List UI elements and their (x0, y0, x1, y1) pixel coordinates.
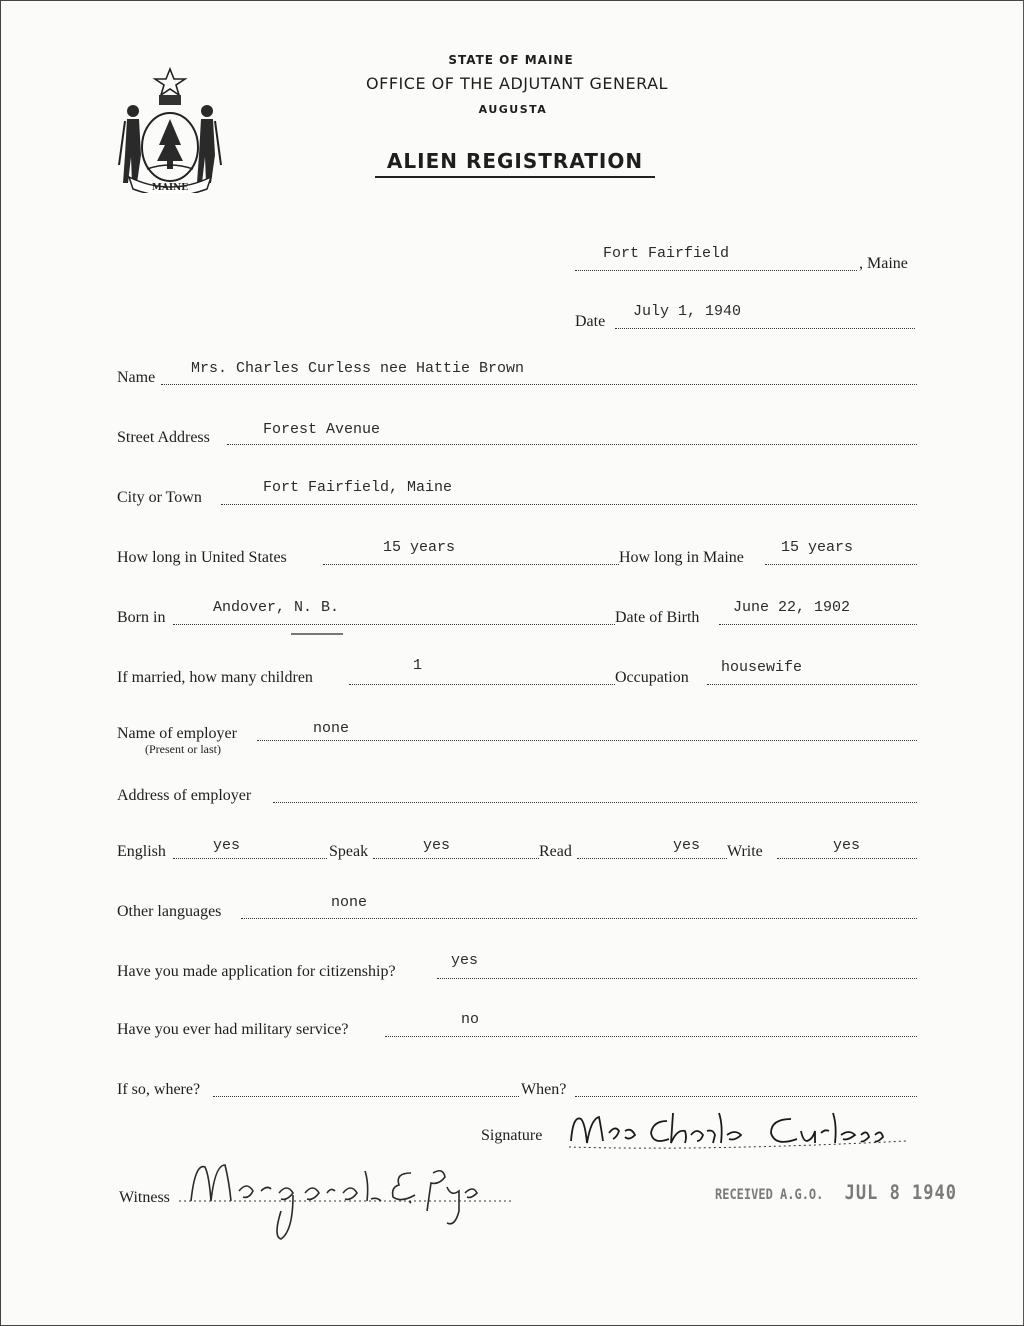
military-line (385, 1036, 917, 1037)
location-line (575, 270, 857, 271)
witness-text: Margaret E. Pye (177, 1151, 184, 1152)
when-label: When? (521, 1081, 567, 1098)
read-value[interactable]: yes (673, 837, 701, 854)
maine-duration-label: How long in Maine (619, 549, 744, 566)
employer-value[interactable]: none (313, 720, 350, 737)
received-stamp (715, 1182, 957, 1205)
city-line (221, 504, 917, 505)
other-languages-label: Other languages (117, 903, 222, 920)
born-value[interactable]: Andover, N. B. (213, 599, 340, 616)
employer-label: Name of employer (117, 725, 237, 742)
us-duration-label: How long in United States (117, 549, 287, 566)
date-value[interactable]: July 1, 1940 (633, 303, 742, 320)
english-line (173, 858, 327, 859)
street-line (227, 444, 917, 445)
name-value[interactable]: Mrs. Charles Curless nee Hattie Brown (191, 360, 525, 377)
born-label: Born in (117, 609, 166, 626)
state-heading: STATE OF MAINE (448, 53, 574, 67)
read-label: Read (539, 843, 572, 860)
employer-sublabel: (Present or last) (145, 742, 221, 756)
dob-value[interactable]: June 22, 1902 (733, 599, 851, 616)
witness-label: Witness (119, 1189, 170, 1206)
write-label: Write (727, 843, 763, 860)
name-label: Name (117, 369, 156, 386)
signature-text: Mrs Charles Curless (557, 1101, 566, 1102)
received-stamp-label: RECEIVED A.G.O. (715, 1186, 824, 1203)
children-value[interactable]: 1 (413, 657, 423, 674)
signature-label: Signature (481, 1127, 543, 1144)
where-line (213, 1096, 519, 1097)
occupation-value[interactable]: housewife (721, 659, 803, 676)
street-value[interactable]: Forest Avenue (263, 421, 381, 438)
maine-duration-value[interactable]: 15 years (781, 539, 854, 556)
military-value[interactable]: no (461, 1011, 480, 1028)
date-label: Date (575, 313, 606, 330)
maine-duration-line (765, 564, 917, 565)
us-duration-line (323, 564, 619, 565)
speak-value[interactable]: yes (423, 837, 451, 854)
date-line (615, 328, 915, 329)
witness-handwriting (177, 1151, 517, 1245)
born-underline-mark (291, 633, 343, 635)
children-line (349, 684, 615, 685)
speak-label: Speak (329, 843, 369, 860)
city-value[interactable]: Fort Fairfield, Maine (263, 479, 453, 496)
speak-line (373, 858, 539, 859)
children-label: If married, how many children (117, 669, 313, 686)
english-value[interactable]: yes (213, 837, 241, 854)
citizenship-value[interactable]: yes (451, 952, 479, 969)
street-label: Street Address (117, 429, 210, 446)
write-value[interactable]: yes (833, 837, 861, 854)
name-line (161, 384, 917, 385)
employer-address-line (273, 802, 917, 803)
seal-banner-text: MAINE (151, 183, 189, 193)
employer-line (257, 740, 917, 741)
english-label: English (117, 843, 166, 860)
form-title: ALIEN REGISTRATION (375, 149, 655, 178)
office-heading: OFFICE OF THE ADJUTANT GENERAL (366, 74, 668, 93)
citizenship-label: Have you made application for citizenship? (117, 963, 396, 980)
other-languages-line (241, 918, 917, 919)
other-languages-value[interactable]: none (331, 894, 368, 911)
city-heading: AUGUSTA (478, 103, 548, 116)
write-line (777, 858, 917, 859)
dob-line (719, 624, 917, 625)
employer-address-label: Address of employer (117, 787, 252, 804)
where-label: If so, where? (117, 1081, 201, 1098)
born-line (173, 624, 615, 625)
signature-handwriting (557, 1101, 917, 1165)
us-duration-value[interactable]: 15 years (383, 539, 456, 556)
location-value[interactable]: Fort Fairfield (603, 245, 730, 262)
city-label: City or Town (117, 489, 202, 506)
dob-label: Date of Birth (615, 609, 700, 626)
occupation-line (707, 684, 917, 685)
military-label: Have you ever had military service? (117, 1021, 349, 1038)
citizenship-line (437, 978, 917, 979)
when-line (575, 1096, 917, 1097)
occupation-label: Occupation (615, 669, 689, 686)
read-line (577, 858, 727, 859)
received-stamp-date: JUL 8 1940 (844, 1181, 957, 1205)
location-suffix: , Maine (859, 255, 908, 272)
